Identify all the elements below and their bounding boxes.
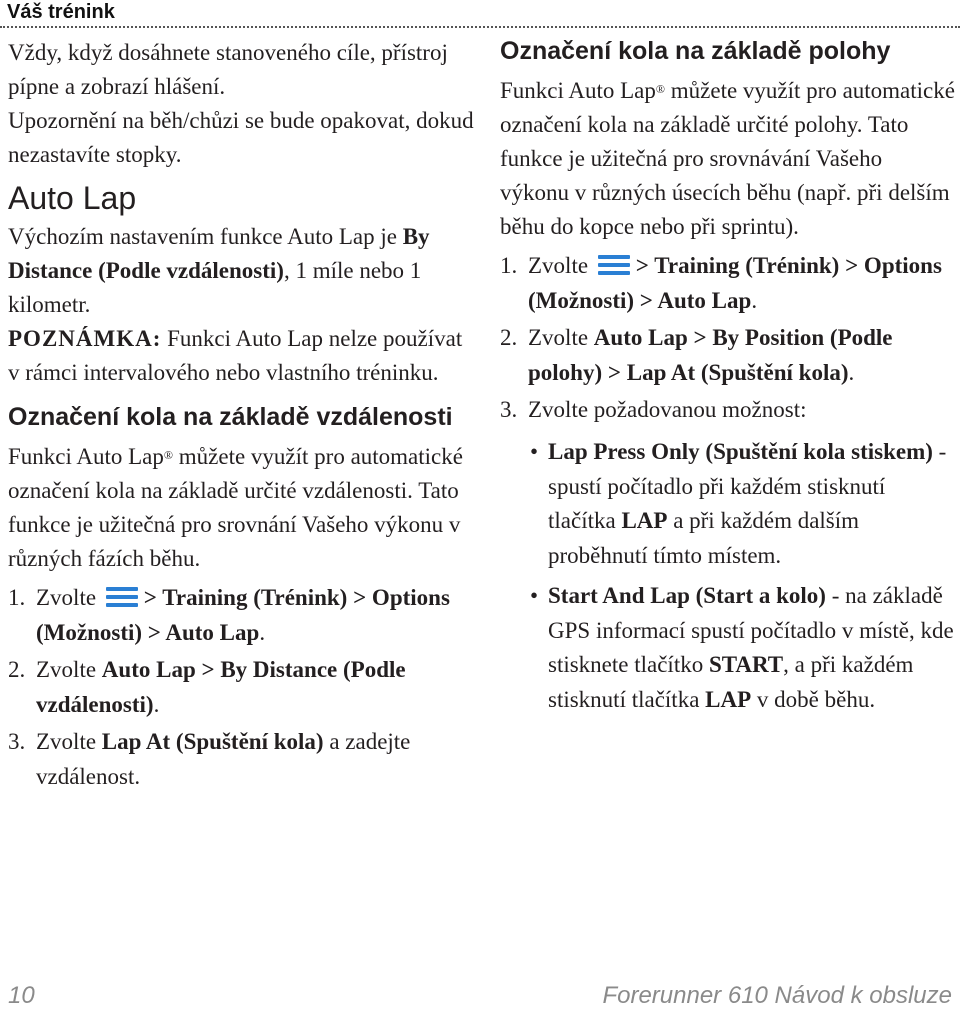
option-text: a při každém dalším proběhnutí tímto místem. <box>548 508 860 568</box>
position-intro-b: můžete využít pro automatické označení kola na základě určité polohy. Tato funkce je užitečná pro srovnávání Vašeho výkonu v různých úsecích běhu (např. při delším běhu do kopce nebo při sprintu). <box>500 78 955 239</box>
option-text: , a při každém stisknutí tlačítka <box>548 652 914 712</box>
distance-steps <box>8 580 478 794</box>
button-name-lap: LAP <box>705 686 752 712</box>
default-setting-paragraph <box>8 220 478 322</box>
step-bold-text: Lap At (Spuštění kola) <box>101 729 324 754</box>
step-number: 3. <box>8 729 26 754</box>
step-text: Zvolte požadovanou možnost: <box>528 397 807 422</box>
manual-title: Forerunner 610 Návod k obsluze <box>602 982 952 1009</box>
left-column <box>8 36 478 796</box>
page-header <box>0 0 960 26</box>
intro-paragraph-2: Upozornění na běh/chůzi se bude opakovat, dokud nezastavíte stopky. <box>8 108 474 167</box>
button-name-start: START <box>708 652 784 677</box>
position-options <box>500 435 955 717</box>
position-step-1 <box>500 248 955 318</box>
distance-intro-paragraph <box>8 440 478 576</box>
distance-step-1 <box>8 580 478 650</box>
note-label: POZNÁMKA: <box>8 326 162 351</box>
option-title: Lap Press Only (Spuštění kola stiskem) <box>548 439 933 464</box>
intro-paragraph-1: Vždy, když dosáhnete stanoveného cíle, přístroj pípne a zobrazí hlášení. <box>8 40 448 99</box>
bullet: • <box>530 439 539 464</box>
step-text-end: . <box>153 692 160 717</box>
default-text-bold: By Distance (Podle vzdálenosti) <box>8 224 430 283</box>
note-paragraph <box>8 322 478 390</box>
registered-mark: ® <box>655 82 666 96</box>
section-title: Váš trénink <box>7 1 115 23</box>
option-text: v době běhu. <box>751 686 876 712</box>
menu-icon <box>106 584 138 610</box>
step-text: Zvolte <box>36 729 102 754</box>
position-intro-paragraph <box>500 74 955 244</box>
step-text: Zvolte <box>528 253 589 278</box>
step-number: 1. <box>8 585 26 610</box>
position-step-2 <box>500 320 955 390</box>
button-name-lap: LAP <box>621 508 668 533</box>
distance-intro-a: Funkci Auto Lap <box>8 444 164 469</box>
distance-step-2 <box>8 652 478 722</box>
step-number: 3. <box>500 397 518 422</box>
option-text: - spustí počítadlo při každém stisknutí tlačítka <box>548 439 947 533</box>
note-text: Funkci Auto Lap nelze používat v rámci intervalového nebo vlastního tréninku. <box>8 326 463 385</box>
default-text-start: Výchozím nastavením funkce Auto Lap je <box>8 224 403 249</box>
step-text-end: a zadejte vzdálenost. <box>36 729 411 789</box>
step-text: Zvolte <box>36 657 102 682</box>
default-text-end: , 1 míle nebo 1 kilometr. <box>8 258 422 317</box>
step-text-end: . <box>848 360 855 385</box>
step-text-end: . <box>751 288 758 313</box>
step-bold-text: Auto Lap > By Distance (Podle vzdálenosti) <box>36 657 406 717</box>
distance-heading: Označení kola na základě vzdálenosti <box>8 403 453 431</box>
position-step-3 <box>500 392 955 427</box>
distance-intro-b: můžete využít pro automatické označení kola na základě určité vzdálenosti. Tato funkce je užitečná pro srovnání Vašeho výkonu v různých fázích běhu. <box>8 444 463 571</box>
page-number: 10 <box>8 982 35 1009</box>
position-intro-a: Funkci Auto Lap <box>500 78 656 103</box>
option-text: - na základě GPS informací spustí počítadlo v místě, kde stisknete tlačítko <box>548 583 954 677</box>
step-bold-text: > Training (Trénink) > Options (Možnosti) > Auto Lap <box>528 253 942 313</box>
option-title: Start And Lap (Start a kolo) <box>548 583 826 608</box>
step-number: 2. <box>500 325 518 350</box>
registered-mark: ® <box>163 448 174 462</box>
step-bold-text: > Training (Trénink) > Options (Možnosti) > Auto Lap <box>36 585 450 645</box>
distance-step-3 <box>8 724 478 794</box>
step-text-end: . <box>259 620 266 645</box>
step-text: Zvolte <box>36 585 97 610</box>
bullet: • <box>530 583 539 608</box>
auto-lap-heading: Auto Lap <box>8 180 137 216</box>
step-number: 1. <box>500 253 518 278</box>
position-heading: Označení kola na základě polohy <box>500 37 891 65</box>
step-number: 2. <box>8 657 26 682</box>
step-bold-text: Auto Lap > By Position (Podle polohy) > Lap At (Spuštění kola) <box>528 325 893 385</box>
option-lap-press-only <box>530 435 955 573</box>
option-start-and-lap <box>530 579 955 717</box>
step-text: Zvolte <box>528 325 594 350</box>
menu-icon <box>598 252 630 278</box>
position-steps <box>500 248 955 427</box>
right-column <box>500 34 955 723</box>
header-divider <box>0 26 960 28</box>
